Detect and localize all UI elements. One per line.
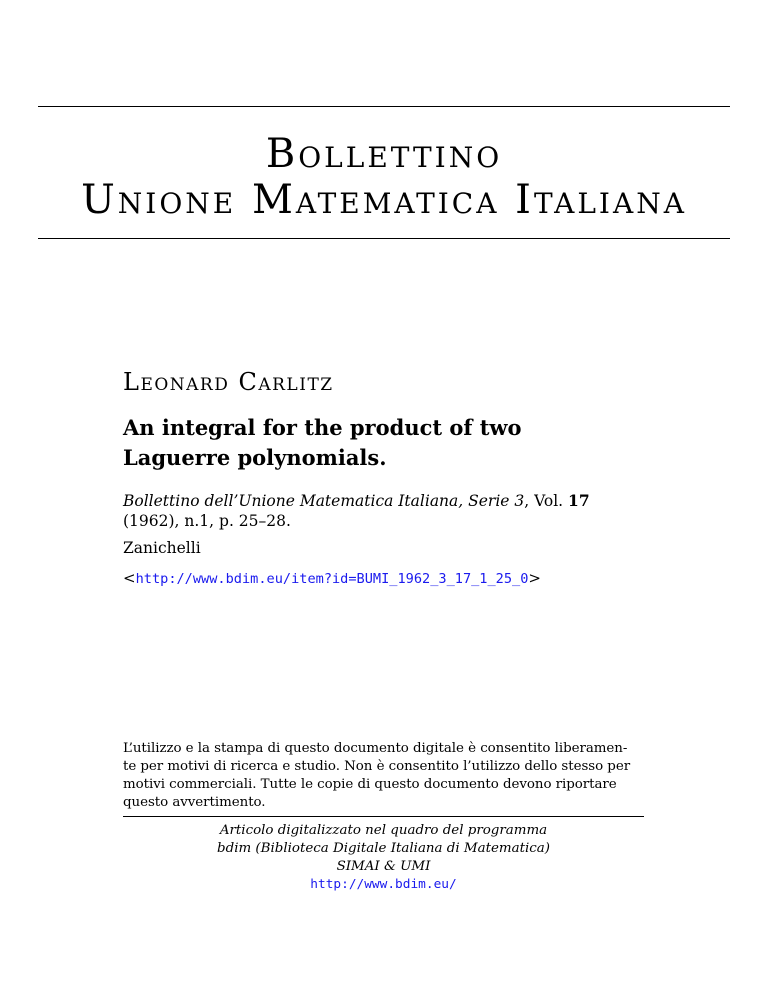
citation-journal-name: Bollettino dell’Unione Matematica Italiana, Serie 3 [123, 492, 525, 510]
citation-line2: (1962), n.1, p. 25–28. [123, 512, 291, 530]
publisher-name: Zanichelli [123, 539, 201, 557]
footer-rule [123, 816, 644, 817]
journal-title-line2: Unione Matematica Italiana [81, 177, 687, 223]
citation-line1 [123, 491, 663, 511]
url-open-bracket: < [123, 569, 136, 587]
citation-vol-prefix: , Vol. [524, 492, 564, 510]
article-url-link[interactable]: http://www.bdim.eu/item?id=BUMI_1962_3_17_1_25_0 [135, 571, 529, 587]
notice-line1: L’utilizzo e la stampa di questo documento digitale è consentito liberamen- [123, 741, 628, 756]
article-title-line1: An integral for the product of two [123, 415, 522, 440]
footer-line3: SIMAI & UMI [336, 859, 431, 874]
notice-line3: motivi commerciali. Tutte le copie di questo documento devono riportare [123, 777, 617, 792]
article-title-line2: Laguerre polynomials. [123, 445, 387, 470]
citation-volume: 17 [568, 491, 590, 510]
footer-line1: Articolo digitalizzato nel quadro del programma [219, 823, 548, 838]
top-rule [38, 106, 730, 107]
footer-url-line [123, 876, 644, 894]
footer-url-link[interactable]: http://www.bdim.eu/ [310, 877, 457, 892]
notice-line2: te per motivi di ricerca e studio. Non è consentito l’utilizzo dello stesso per [123, 759, 631, 774]
article-url-line [123, 568, 541, 589]
header-bottom-rule [38, 238, 730, 239]
footer-line2: bdim (Biblioteca Digitale Italiana di Matematica) [217, 841, 550, 856]
journal-title-line1: Bollettino [265, 131, 503, 177]
notice-line4: questo avvertimento. [123, 795, 266, 810]
url-close-bracket: > [528, 569, 541, 587]
author-name: Leonard Carlitz [123, 368, 334, 396]
